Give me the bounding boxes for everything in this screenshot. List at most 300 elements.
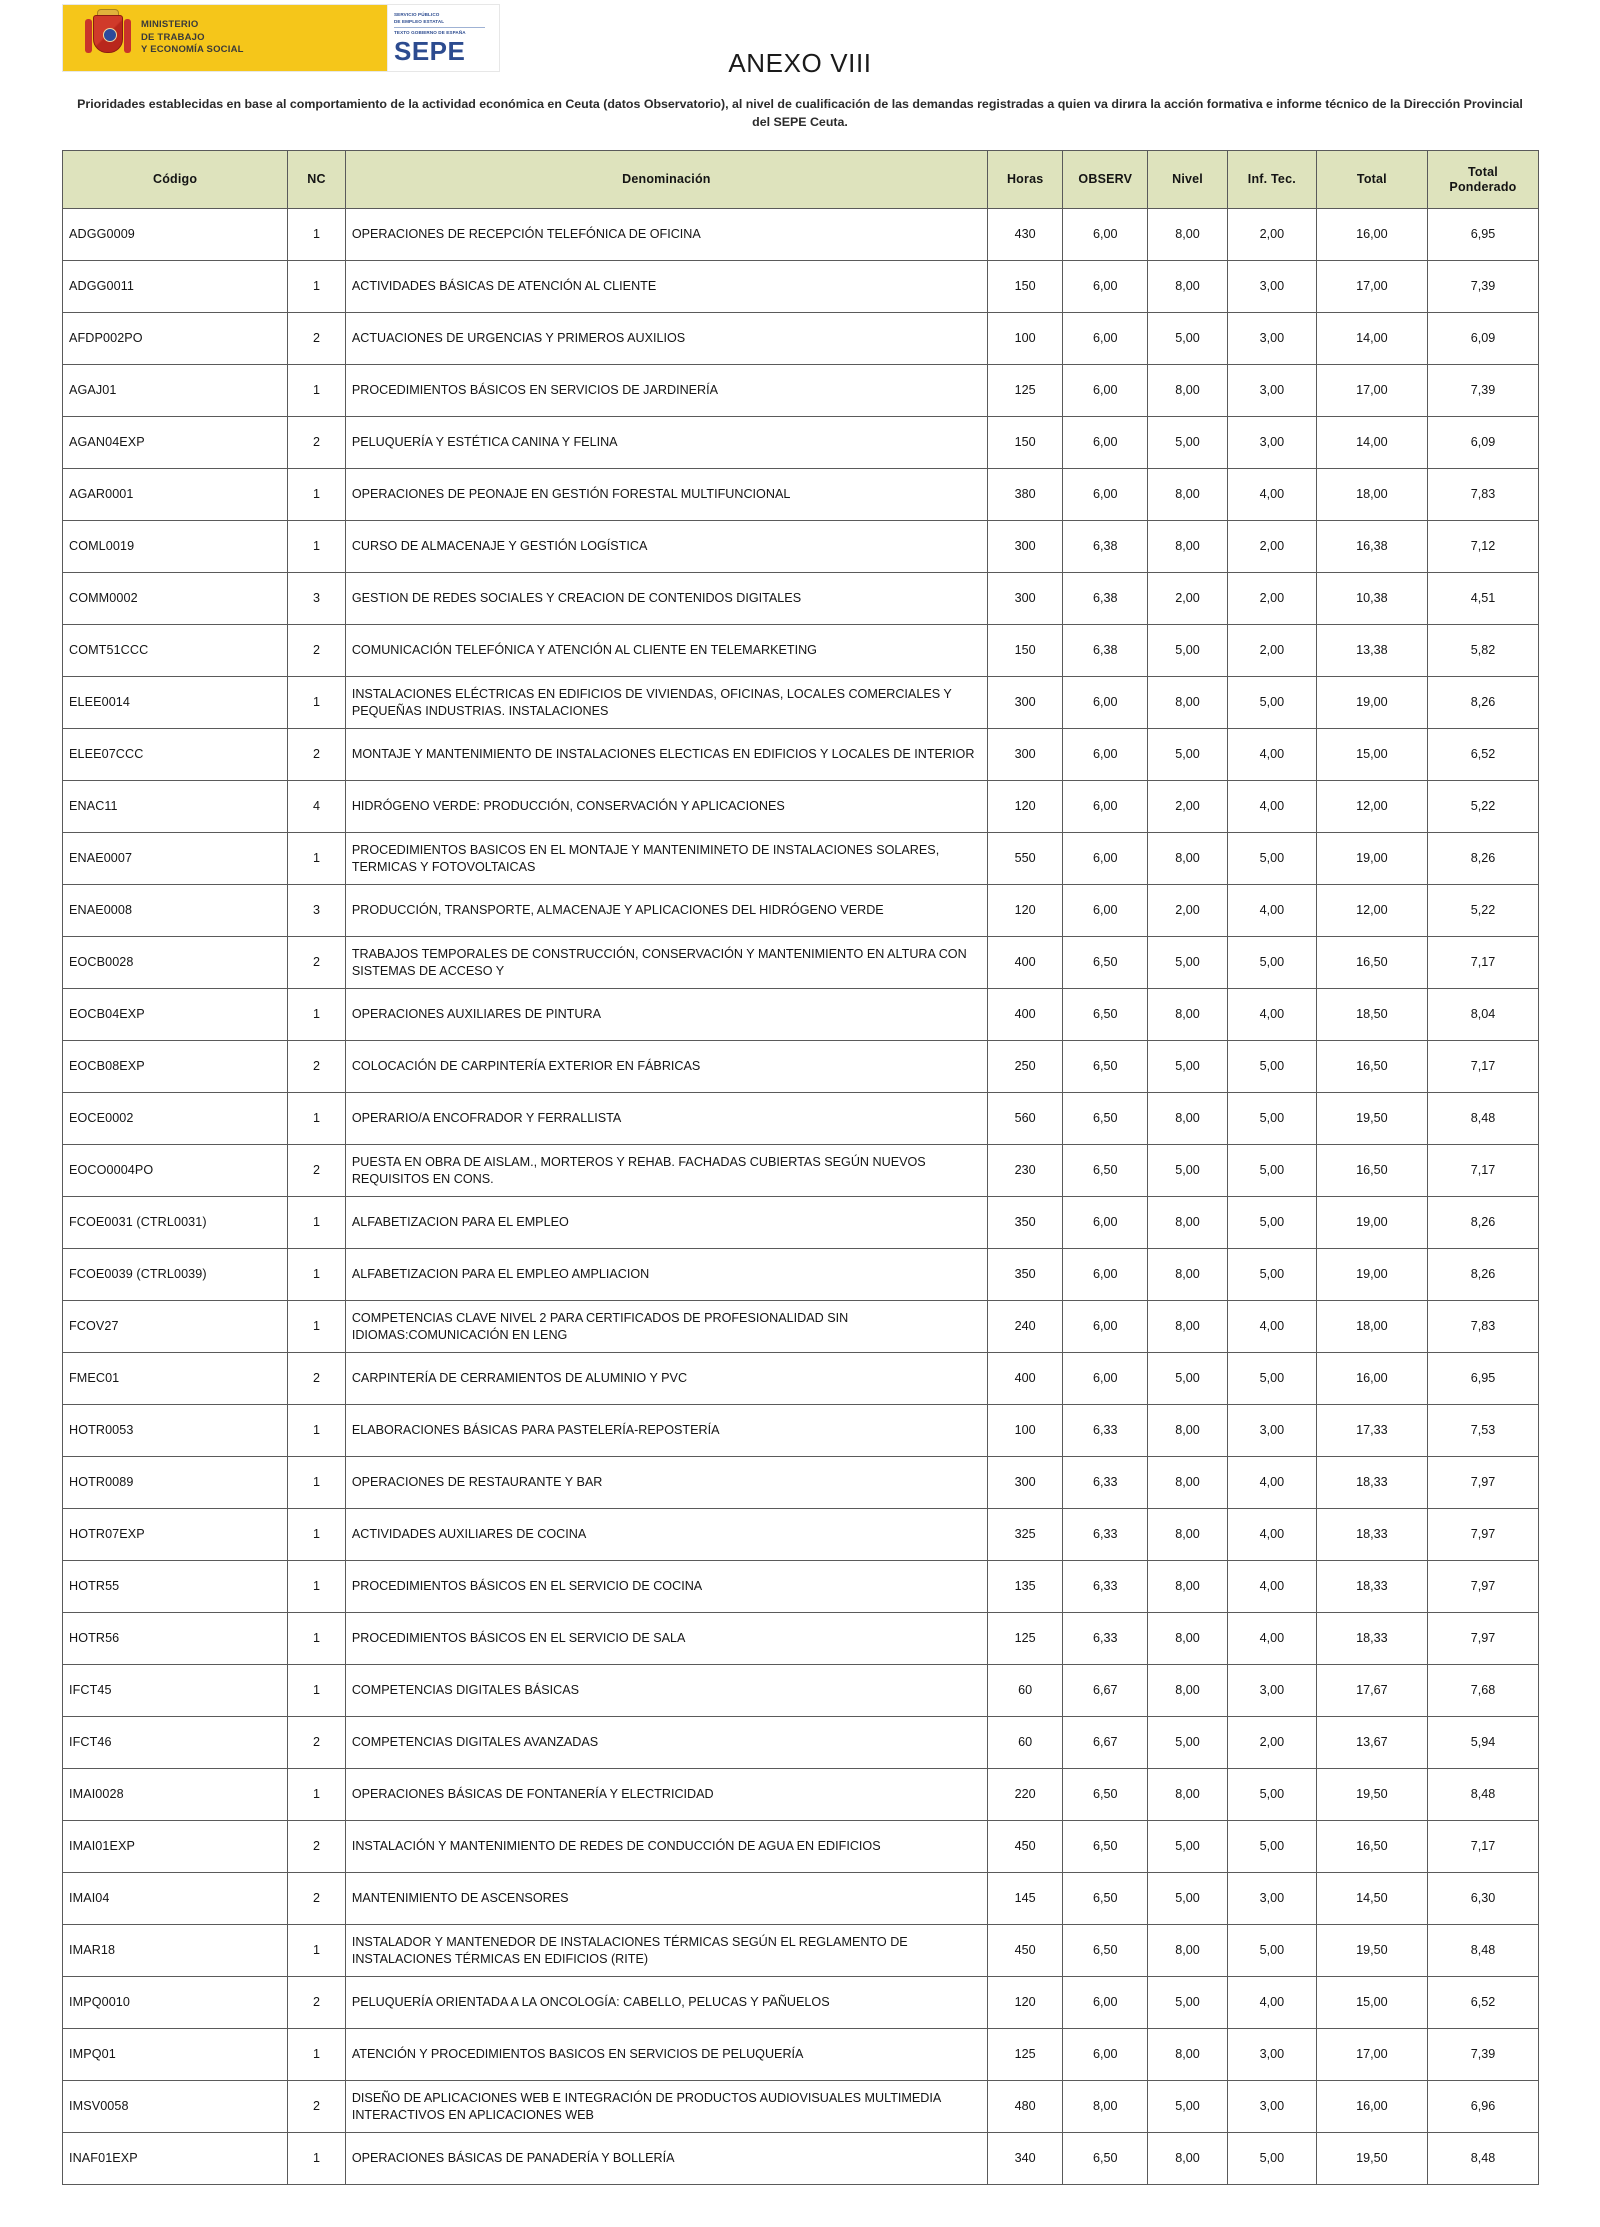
- table-row: [63, 2133, 1539, 2185]
- cell-inf-tec: 2,00: [1227, 625, 1316, 677]
- cell-inf-tec: 5,00: [1227, 1041, 1316, 1093]
- cell-denominacion: OPERACIONES DE RESTAURANTE Y BAR: [345, 1457, 987, 1509]
- cell-total-ponderado: 7,53: [1427, 1405, 1538, 1457]
- cell-nivel: 2,00: [1148, 573, 1228, 625]
- cell-observ: 6,33: [1063, 1405, 1148, 1457]
- cell-total: 16,00: [1316, 209, 1427, 261]
- cell-total-ponderado: 7,39: [1427, 2029, 1538, 2081]
- cell-inf-tec: 3,00: [1227, 417, 1316, 469]
- sepe-subtext-line-2: DE EMPLEO ESTATAL: [394, 18, 445, 24]
- table-row: [63, 729, 1539, 781]
- cell-denominacion: PUESTA EN OBRA DE AISLAM., MORTEROS Y REHAB. FACHADAS CUBIERTAS SEGÚN NUEVOS REQUISITOS EN CONS.: [345, 1145, 987, 1197]
- cell-denominacion: OPERACIONES DE RECEPCIÓN TELEFÓNICA DE OFICINA: [345, 209, 987, 261]
- cell-total-ponderado: 5,22: [1427, 885, 1538, 937]
- column-header-inf-tec: Inf. Tec.: [1227, 151, 1316, 209]
- table-row: [63, 573, 1539, 625]
- table-row: [63, 885, 1539, 937]
- cell-codigo: ELEE07CCC: [63, 729, 288, 781]
- cell-nc: 1: [288, 1405, 346, 1457]
- cell-nivel: 5,00: [1148, 729, 1228, 781]
- cell-total: 17,00: [1316, 2029, 1427, 2081]
- cell-nivel: 8,00: [1148, 209, 1228, 261]
- cell-nc: 2: [288, 1873, 346, 1925]
- sepe-logo-rule: [394, 27, 485, 28]
- cell-observ: 6,00: [1063, 2029, 1148, 2081]
- cell-observ: 6,33: [1063, 1457, 1148, 1509]
- cell-nc: 1: [288, 833, 346, 885]
- cell-nivel: 8,00: [1148, 1561, 1228, 1613]
- cell-total: 18,00: [1316, 469, 1427, 521]
- cell-observ: 6,00: [1063, 885, 1148, 937]
- cell-denominacion: DISEÑO DE APLICACIONES WEB E INTEGRACIÓN DE PRODUCTOS AUDIOVISUALES MULTIMEDIA INTERACTIVOS EN APLICACIONES WEB: [345, 2081, 987, 2133]
- cell-total-ponderado: 6,95: [1427, 209, 1538, 261]
- cell-codigo: IMPQ01: [63, 2029, 288, 2081]
- cell-denominacion: COMUNICACIÓN TELEFÓNICA Y ATENCIÓN AL CLIENTE EN TELEMARKETING: [345, 625, 987, 677]
- cell-observ: 6,00: [1063, 1301, 1148, 1353]
- cell-nivel: 2,00: [1148, 885, 1228, 937]
- cell-codigo: INAF01EXP: [63, 2133, 288, 2185]
- ministry-line-1: MINISTERIO: [141, 19, 199, 31]
- sepe-subtext-line-3: TEXTO GOBIERNO DE ESPAÑA: [394, 30, 466, 36]
- cell-nc: 1: [288, 1561, 346, 1613]
- table-row: [63, 1769, 1539, 1821]
- table-header: [63, 151, 1539, 209]
- cell-denominacion: OPERACIONES DE PEONAJE EN GESTIÓN FORESTAL MULTIFUNCIONAL: [345, 469, 987, 521]
- cell-observ: 6,00: [1063, 677, 1148, 729]
- cell-nc: 1: [288, 1509, 346, 1561]
- cell-nc: 1: [288, 209, 346, 261]
- cell-codigo: COML0019: [63, 521, 288, 573]
- cell-observ: 6,50: [1063, 1873, 1148, 1925]
- cell-observ: 6,33: [1063, 1613, 1148, 1665]
- cell-nc: 2: [288, 1041, 346, 1093]
- cell-total-ponderado: 6,09: [1427, 313, 1538, 365]
- cell-nivel: 5,00: [1148, 1977, 1228, 2029]
- cell-nivel: 5,00: [1148, 1717, 1228, 1769]
- table-row: [63, 1509, 1539, 1561]
- cell-total: 19,50: [1316, 1769, 1427, 1821]
- column-header-observ: OBSERV: [1063, 151, 1148, 209]
- sepe-logo-wordmark: SEPE: [394, 35, 466, 66]
- page-title: ANEXO VIII: [728, 48, 872, 78]
- cell-total-ponderado: 6,96: [1427, 2081, 1538, 2133]
- cell-codigo: COMT51CCC: [63, 625, 288, 677]
- cell-nc: 1: [288, 1197, 346, 1249]
- cell-denominacion: INSTALACIONES ELÉCTRICAS EN EDIFICIOS DE VIVIENDAS, OFICINAS, LOCALES COMERCIALES Y PEQUEÑAS INDUSTRIAS. INSTALACIONES: [345, 677, 987, 729]
- cell-denominacion: ACTUACIONES DE URGENCIAS Y PRIMEROS AUXILIOS: [345, 313, 987, 365]
- cell-observ: 6,50: [1063, 1145, 1148, 1197]
- cell-horas: 145: [987, 1873, 1062, 1925]
- column-header-total-ponderado: Total Ponderado: [1427, 151, 1538, 209]
- cell-inf-tec: 5,00: [1227, 1769, 1316, 1821]
- table-row: [63, 1873, 1539, 1925]
- cell-codigo: HOTR0053: [63, 1405, 288, 1457]
- cell-total: 15,00: [1316, 1977, 1427, 2029]
- cell-nc: 2: [288, 1717, 346, 1769]
- table-row: [63, 1665, 1539, 1717]
- cell-horas: 150: [987, 261, 1062, 313]
- cell-total: 14,50: [1316, 1873, 1427, 1925]
- cell-inf-tec: 5,00: [1227, 677, 1316, 729]
- cell-codigo: HOTR55: [63, 1561, 288, 1613]
- cell-inf-tec: 4,00: [1227, 989, 1316, 1041]
- cell-denominacion: ACTIVIDADES AUXILIARES DE COCINA: [345, 1509, 987, 1561]
- cell-total-ponderado: 7,17: [1427, 1145, 1538, 1197]
- document-header: [0, 0, 1600, 150]
- cell-total: 19,00: [1316, 833, 1427, 885]
- cell-denominacion: OPERACIONES BÁSICAS DE PANADERÍA Y BOLLERÍA: [345, 2133, 987, 2185]
- cell-nc: 2: [288, 729, 346, 781]
- cell-nivel: 2,00: [1148, 781, 1228, 833]
- cell-nivel: 5,00: [1148, 2081, 1228, 2133]
- cell-observ: 6,67: [1063, 1717, 1148, 1769]
- cell-observ: 8,00: [1063, 2081, 1148, 2133]
- cell-nc: 1: [288, 261, 346, 313]
- ministry-line-2: DE TRABAJO: [141, 31, 205, 43]
- cell-nc: 1: [288, 1249, 346, 1301]
- cell-horas: 120: [987, 781, 1062, 833]
- cell-horas: 230: [987, 1145, 1062, 1197]
- cell-horas: 400: [987, 1353, 1062, 1405]
- cell-inf-tec: 5,00: [1227, 937, 1316, 989]
- cell-codigo: EOCB0028: [63, 937, 288, 989]
- cell-denominacion: PROCEDIMIENTOS BÁSICOS EN SERVICIOS DE JARDINERÍA: [345, 365, 987, 417]
- cell-codigo: AGAR0001: [63, 469, 288, 521]
- cell-observ: 6,00: [1063, 1977, 1148, 2029]
- cell-total-ponderado: 8,48: [1427, 1093, 1538, 1145]
- table-row: [63, 1821, 1539, 1873]
- cell-total-ponderado: 8,48: [1427, 1925, 1538, 1977]
- table-body: [63, 209, 1539, 2185]
- sepe-subtext-line-1: SERVICIO PÚBLICO: [394, 12, 440, 18]
- cell-total: 18,33: [1316, 1509, 1427, 1561]
- cell-inf-tec: 2,00: [1227, 1717, 1316, 1769]
- cell-nc: 1: [288, 1457, 346, 1509]
- cell-inf-tec: 3,00: [1227, 1665, 1316, 1717]
- cell-horas: 135: [987, 1561, 1062, 1613]
- table-row: [63, 1145, 1539, 1197]
- table-row: [63, 469, 1539, 521]
- cell-denominacion: PRODUCCIÓN, TRANSPORTE, ALMACENAJE Y APLICACIONES DEL HIDRÓGENO VERDE: [345, 885, 987, 937]
- cell-observ: 6,00: [1063, 781, 1148, 833]
- cell-nc: 2: [288, 313, 346, 365]
- cell-inf-tec: 4,00: [1227, 781, 1316, 833]
- cell-nivel: 8,00: [1148, 677, 1228, 729]
- cell-codigo: COMM0002: [63, 573, 288, 625]
- table-row: [63, 1613, 1539, 1665]
- cell-codigo: ENAE0007: [63, 833, 288, 885]
- cell-nivel: 8,00: [1148, 1769, 1228, 1821]
- cell-nc: 1: [288, 989, 346, 1041]
- cell-nc: 1: [288, 1093, 346, 1145]
- cell-codigo: IFCT45: [63, 1665, 288, 1717]
- cell-observ: 6,00: [1063, 417, 1148, 469]
- cell-inf-tec: 4,00: [1227, 469, 1316, 521]
- cell-codigo: EOCB04EXP: [63, 989, 288, 1041]
- cell-observ: 6,50: [1063, 1769, 1148, 1821]
- column-header-denominacion: Denominación: [345, 151, 987, 209]
- cell-inf-tec: 3,00: [1227, 365, 1316, 417]
- table-row: [63, 1925, 1539, 1977]
- cell-nc: 1: [288, 1301, 346, 1353]
- cell-observ: 6,00: [1063, 1353, 1148, 1405]
- cell-total-ponderado: 7,97: [1427, 1613, 1538, 1665]
- cell-horas: 480: [987, 2081, 1062, 2133]
- cell-codigo: AFDP002PO: [63, 313, 288, 365]
- cell-inf-tec: 2,00: [1227, 521, 1316, 573]
- cell-total: 19,00: [1316, 1249, 1427, 1301]
- cell-nc: 2: [288, 2081, 346, 2133]
- cell-total: 14,00: [1316, 313, 1427, 365]
- table-row: [63, 1301, 1539, 1353]
- cell-nivel: 5,00: [1148, 1353, 1228, 1405]
- cell-denominacion: COMPETENCIAS DIGITALES BÁSICAS: [345, 1665, 987, 1717]
- cell-inf-tec: 3,00: [1227, 2029, 1316, 2081]
- cell-observ: 6,50: [1063, 989, 1148, 1041]
- cell-nivel: 8,00: [1148, 1509, 1228, 1561]
- cell-nc: 2: [288, 417, 346, 469]
- cell-observ: 6,00: [1063, 313, 1148, 365]
- cell-nc: 1: [288, 2133, 346, 2185]
- cell-nc: 2: [288, 937, 346, 989]
- column-header-nivel: Nivel: [1148, 151, 1228, 209]
- cell-horas: 550: [987, 833, 1062, 885]
- cell-codigo: HOTR0089: [63, 1457, 288, 1509]
- cell-nivel: 8,00: [1148, 833, 1228, 885]
- cell-nc: 1: [288, 1665, 346, 1717]
- cell-observ: 6,00: [1063, 365, 1148, 417]
- table-row: [63, 1197, 1539, 1249]
- cell-codigo: ENAE0008: [63, 885, 288, 937]
- cell-nivel: 5,00: [1148, 937, 1228, 989]
- cell-inf-tec: 2,00: [1227, 209, 1316, 261]
- cell-horas: 60: [987, 1717, 1062, 1769]
- cell-nivel: 5,00: [1148, 417, 1228, 469]
- cell-nivel: 8,00: [1148, 1197, 1228, 1249]
- cell-observ: 6,38: [1063, 521, 1148, 573]
- cell-codigo: IMPQ0010: [63, 1977, 288, 2029]
- cell-nc: 1: [288, 1925, 346, 1977]
- column-header-total: Total: [1316, 151, 1427, 209]
- cell-total: 16,50: [1316, 1041, 1427, 1093]
- cell-total-ponderado: 6,95: [1427, 1353, 1538, 1405]
- cell-horas: 150: [987, 625, 1062, 677]
- cell-codigo: AGAN04EXP: [63, 417, 288, 469]
- cell-inf-tec: 4,00: [1227, 1561, 1316, 1613]
- table-row: [63, 1717, 1539, 1769]
- cell-total: 16,38: [1316, 521, 1427, 573]
- cell-total-ponderado: 8,26: [1427, 1197, 1538, 1249]
- cell-total-ponderado: 5,82: [1427, 625, 1538, 677]
- cell-nivel: 8,00: [1148, 1665, 1228, 1717]
- cell-denominacion: MANTENIMIENTO DE ASCENSORES: [345, 1873, 987, 1925]
- cell-denominacion: INSTALACIÓN Y MANTENIMIENTO DE REDES DE CONDUCCIÓN DE AGUA EN EDIFICIOS: [345, 1821, 987, 1873]
- ministry-line-3: Y ECONOMÍA SOCIAL: [141, 44, 244, 56]
- cell-nivel: 8,00: [1148, 1457, 1228, 1509]
- cell-total: 13,67: [1316, 1717, 1427, 1769]
- cell-inf-tec: 4,00: [1227, 1509, 1316, 1561]
- cell-total-ponderado: 7,97: [1427, 1457, 1538, 1509]
- table-row: [63, 209, 1539, 261]
- cell-nivel: 5,00: [1148, 1041, 1228, 1093]
- cell-total: 16,50: [1316, 937, 1427, 989]
- cell-horas: 430: [987, 209, 1062, 261]
- cell-nivel: 8,00: [1148, 1093, 1228, 1145]
- table-row: [63, 937, 1539, 989]
- cell-nivel: 5,00: [1148, 1821, 1228, 1873]
- cell-total: 15,00: [1316, 729, 1427, 781]
- cell-total-ponderado: 6,52: [1427, 729, 1538, 781]
- cell-nivel: 8,00: [1148, 1249, 1228, 1301]
- cell-codigo: ENAC11: [63, 781, 288, 833]
- cell-total-ponderado: 8,26: [1427, 1249, 1538, 1301]
- cell-total-ponderado: 7,97: [1427, 1561, 1538, 1613]
- cell-codigo: IMAR18: [63, 1925, 288, 1977]
- cell-denominacion: OPERARIO/A ENCOFRADOR Y FERRALLISTA: [345, 1093, 987, 1145]
- cell-total-ponderado: 5,22: [1427, 781, 1538, 833]
- cell-total: 18,33: [1316, 1561, 1427, 1613]
- cell-inf-tec: 2,00: [1227, 573, 1316, 625]
- cell-inf-tec: 5,00: [1227, 1197, 1316, 1249]
- cell-denominacion: COLOCACIÓN DE CARPINTERÍA EXTERIOR EN FÁBRICAS: [345, 1041, 987, 1093]
- sepe-logo-subtext: [394, 12, 493, 37]
- column-header-codigo: Código: [63, 151, 288, 209]
- cell-denominacion: CURSO DE ALMACENAJE Y GESTIÓN LOGÍSTICA: [345, 521, 987, 573]
- cell-total-ponderado: 7,17: [1427, 1041, 1538, 1093]
- cell-horas: 400: [987, 989, 1062, 1041]
- cell-total: 17,33: [1316, 1405, 1427, 1457]
- cell-horas: 150: [987, 417, 1062, 469]
- page-subtitle: Prioridades establecidas en base al comportamiento de la actividad económica en Ceuta (datos Observatorio), al nivel de cualificación de las demandas registradas a quien va dirига la acción formativa e informe técnico de la Dirección Provincial del SEPE Ceuta.: [77, 97, 1523, 129]
- cell-total: 18,33: [1316, 1457, 1427, 1509]
- cell-total-ponderado: 6,30: [1427, 1873, 1538, 1925]
- cell-denominacion: PELUQUERÍA Y ESTÉTICA CANINA Y FELINA: [345, 417, 987, 469]
- cell-codigo: IMSV0058: [63, 2081, 288, 2133]
- cell-total-ponderado: 8,26: [1427, 833, 1538, 885]
- cell-horas: 560: [987, 1093, 1062, 1145]
- cell-inf-tec: 3,00: [1227, 261, 1316, 313]
- cell-inf-tec: 3,00: [1227, 2081, 1316, 2133]
- cell-denominacion: ELABORACIONES BÁSICAS PARA PASTELERÍA-REPOSTERÍA: [345, 1405, 987, 1457]
- cell-inf-tec: 4,00: [1227, 729, 1316, 781]
- cell-total-ponderado: 7,17: [1427, 1821, 1538, 1873]
- cell-total: 17,00: [1316, 365, 1427, 417]
- cell-codigo: EOCB08EXP: [63, 1041, 288, 1093]
- cell-total: 17,00: [1316, 261, 1427, 313]
- cell-inf-tec: 5,00: [1227, 1925, 1316, 1977]
- cell-total-ponderado: 7,97: [1427, 1509, 1538, 1561]
- cell-denominacion: TRABAJOS TEMPORALES DE CONSTRUCCIÓN, CONSERVACIÓN Y MANTENIMIENTO EN ALTURA CON SISTEMAS DE ACCESO Y: [345, 937, 987, 989]
- cell-observ: 6,38: [1063, 573, 1148, 625]
- cell-total: 16,00: [1316, 1353, 1427, 1405]
- cell-total-ponderado: 7,83: [1427, 469, 1538, 521]
- cell-nc: 1: [288, 1613, 346, 1665]
- table-row: [63, 781, 1539, 833]
- cell-denominacion: CARPINTERÍA DE CERRAMIENTOS DE ALUMINIO Y PVC: [345, 1353, 987, 1405]
- cell-inf-tec: 4,00: [1227, 1457, 1316, 1509]
- cell-nivel: 5,00: [1148, 1145, 1228, 1197]
- cell-total: 18,00: [1316, 1301, 1427, 1353]
- cell-denominacion: MONTAJE Y MANTENIMIENTO DE INSTALACIONES ELECTICAS EN EDIFICIOS Y LOCALES DE INTERIOR: [345, 729, 987, 781]
- cell-nivel: 8,00: [1148, 469, 1228, 521]
- cell-inf-tec: 5,00: [1227, 1145, 1316, 1197]
- cell-horas: 240: [987, 1301, 1062, 1353]
- table-row: [63, 1041, 1539, 1093]
- cell-observ: 6,00: [1063, 209, 1148, 261]
- cell-nc: 1: [288, 521, 346, 573]
- cell-inf-tec: 5,00: [1227, 1249, 1316, 1301]
- cell-observ: 6,50: [1063, 1925, 1148, 1977]
- cell-observ: 6,00: [1063, 729, 1148, 781]
- cell-inf-tec: 5,00: [1227, 833, 1316, 885]
- table-row: [63, 833, 1539, 885]
- cell-horas: 125: [987, 365, 1062, 417]
- cell-observ: 6,50: [1063, 937, 1148, 989]
- cell-codigo: IMAI0028: [63, 1769, 288, 1821]
- cell-codigo: FCOE0031 (CTRL0031): [63, 1197, 288, 1249]
- cell-total: 12,00: [1316, 885, 1427, 937]
- cell-total: 19,50: [1316, 1925, 1427, 1977]
- cell-horas: 220: [987, 1769, 1062, 1821]
- cell-denominacion: OPERACIONES AUXILIARES DE PINTURA: [345, 989, 987, 1041]
- cell-codigo: AGAJ01: [63, 365, 288, 417]
- cell-observ: 6,00: [1063, 833, 1148, 885]
- cell-total: 12,00: [1316, 781, 1427, 833]
- table-row: [63, 677, 1539, 729]
- cell-horas: 300: [987, 521, 1062, 573]
- cell-nivel: 8,00: [1148, 261, 1228, 313]
- cell-nivel: 8,00: [1148, 1613, 1228, 1665]
- cell-denominacion: OPERACIONES BÁSICAS DE FONTANERÍA Y ELECTRICIDAD: [345, 1769, 987, 1821]
- cell-inf-tec: 4,00: [1227, 1613, 1316, 1665]
- cell-horas: 450: [987, 1925, 1062, 1977]
- cell-denominacion: PROCEDIMIENTOS BÁSICOS EN EL SERVICIO DE SALA: [345, 1613, 987, 1665]
- cell-denominacion: INSTALADOR Y MANTENEDOR DE INSTALACIONES TÉRMICAS SEGÚN EL REGLAMENTO DE INSTALACIONES TÉRMICAS EN EDIFICIOS (RITE): [345, 1925, 987, 1977]
- table-row: [63, 313, 1539, 365]
- cell-horas: 340: [987, 2133, 1062, 2185]
- cell-denominacion: PELUQUERÍA ORIENTADA A LA ONCOLOGÍA: CABELLO, PELUCAS Y PAÑUELOS: [345, 1977, 987, 2029]
- cell-observ: 6,00: [1063, 1197, 1148, 1249]
- cell-horas: 300: [987, 729, 1062, 781]
- cell-nivel: 5,00: [1148, 625, 1228, 677]
- cell-codigo: IMAI01EXP: [63, 1821, 288, 1873]
- cell-nc: 2: [288, 1977, 346, 2029]
- cell-nivel: 8,00: [1148, 2029, 1228, 2081]
- cell-total-ponderado: 5,94: [1427, 1717, 1538, 1769]
- table-row: [63, 365, 1539, 417]
- cell-total-ponderado: 8,48: [1427, 2133, 1538, 2185]
- cell-observ: 6,00: [1063, 1249, 1148, 1301]
- cell-observ: 6,38: [1063, 625, 1148, 677]
- cell-nivel: 8,00: [1148, 1301, 1228, 1353]
- cell-nc: 2: [288, 1821, 346, 1873]
- cell-nc: 3: [288, 573, 346, 625]
- table-row: [63, 1977, 1539, 2029]
- table-row: [63, 2029, 1539, 2081]
- cell-nivel: 8,00: [1148, 365, 1228, 417]
- cell-total: 19,50: [1316, 1093, 1427, 1145]
- cell-denominacion: ATENCIÓN Y PROCEDIMIENTOS BASICOS EN SERVICIOS DE PELUQUERÍA: [345, 2029, 987, 2081]
- cell-total-ponderado: 7,39: [1427, 365, 1538, 417]
- cell-total-ponderado: 6,52: [1427, 1977, 1538, 2029]
- cell-denominacion: HIDRÓGENO VERDE: PRODUCCIÓN, CONSERVACIÓN Y APLICACIONES: [345, 781, 987, 833]
- cell-horas: 120: [987, 1977, 1062, 2029]
- cell-total: 16,00: [1316, 2081, 1427, 2133]
- cell-nivel: 8,00: [1148, 2133, 1228, 2185]
- table-row: [63, 1093, 1539, 1145]
- cell-horas: 100: [987, 313, 1062, 365]
- cell-horas: 60: [987, 1665, 1062, 1717]
